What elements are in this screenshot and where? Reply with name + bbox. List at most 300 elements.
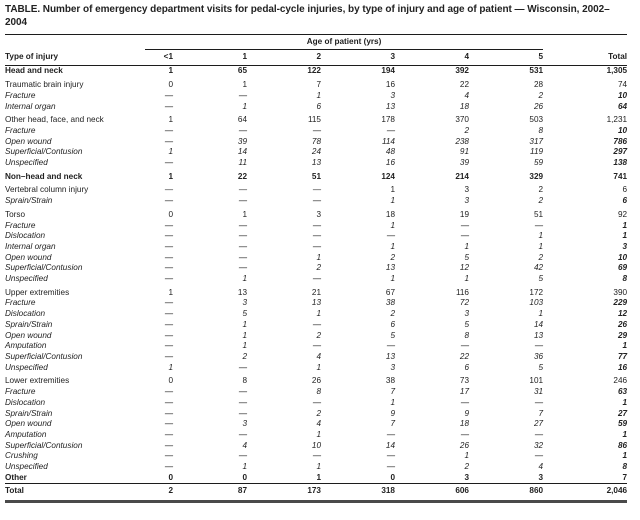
cell-value: 246 [613, 376, 628, 386]
cell-value: 13 [311, 298, 321, 308]
table-row [5, 441, 627, 452]
cell-value: 9 [464, 408, 469, 418]
cell-value: — [534, 220, 544, 230]
cell-value: 73 [459, 376, 469, 386]
cell-value: 1 [622, 429, 628, 439]
cell-value: 0 [168, 80, 173, 90]
table-title: TABLE. Number of emergency department visits for pedal-cycle injuries, by type of injury and age of patient — Wisconsin, 2002–2004 [5, 4, 610, 28]
cell-value: 1 [242, 274, 247, 284]
row-label: Crushing [5, 451, 38, 461]
cell-value: 1 [168, 66, 173, 76]
cell-value: 59 [533, 158, 544, 168]
cell-value: — [386, 462, 395, 472]
table-row [5, 484, 627, 502]
cell-value: 194 [381, 66, 395, 76]
cell-value: — [164, 101, 173, 111]
cell-value: 13 [385, 263, 395, 273]
cell-value: — [164, 298, 173, 308]
cell-value: 172 [529, 287, 544, 297]
cell-value: — [238, 263, 247, 273]
cell-value: 1 [390, 397, 395, 407]
row-label: Unspecified [5, 362, 48, 372]
cell-value: — [312, 220, 321, 230]
cell-value: 13 [385, 101, 395, 111]
table-header [5, 35, 627, 66]
cell-value: 4 [464, 90, 469, 100]
cell-value: — [312, 397, 321, 407]
table-row [5, 419, 627, 430]
cell-value: — [238, 125, 247, 135]
cell-value: — [238, 387, 247, 397]
cell-value: 69 [617, 263, 628, 273]
column-header-age-3: 3 [321, 49, 395, 66]
cell-value: 6 [622, 185, 628, 195]
cell-value: 390 [613, 287, 628, 297]
cell-value: — [164, 252, 173, 262]
cell-value: 4 [242, 440, 247, 450]
row-label: Lower extremities [5, 376, 70, 386]
cell-value: 392 [455, 66, 469, 76]
cell-value: 531 [529, 66, 544, 76]
cell-value: 115 [307, 115, 321, 125]
row-label: Upper extremities [5, 287, 70, 297]
cell-value: 92 [617, 209, 628, 219]
cell-value: 1 [316, 252, 321, 262]
cell-value: 3 [464, 472, 469, 482]
cell-value: 91 [459, 147, 469, 157]
cell-value: 59 [617, 419, 628, 429]
cell-value: — [164, 440, 173, 450]
row-label: Unspecified [5, 158, 48, 168]
cell-value: 22 [237, 171, 247, 181]
cell-value: 5 [464, 319, 469, 329]
table-row [5, 242, 627, 253]
cell-value: 29 [617, 330, 628, 340]
table-row [5, 253, 627, 264]
table-row [5, 126, 627, 137]
cell-value: — [164, 136, 173, 146]
cell-value: — [238, 397, 247, 407]
cell-value: 2 [538, 185, 544, 195]
table-row [5, 182, 627, 196]
cell-value: 24 [311, 147, 321, 157]
cell-value: 16 [385, 158, 395, 168]
cell-value: 503 [529, 115, 544, 125]
table-row [5, 196, 627, 207]
cell-value: 1 [316, 472, 321, 482]
cell-value: 32 [533, 440, 544, 450]
cell-value: 114 [381, 136, 395, 146]
cell-value: 1 [168, 115, 173, 125]
cell-value: 9 [390, 408, 395, 418]
cell-value: — [164, 309, 173, 319]
cell-value: 2 [538, 252, 544, 262]
cell-value: 14 [533, 319, 544, 329]
cell-value: 1 [242, 319, 247, 329]
table-row [5, 102, 627, 113]
cell-value: — [238, 362, 247, 372]
cell-value: 297 [613, 147, 628, 157]
cell-value: 14 [385, 440, 395, 450]
cell-value: 13 [237, 287, 247, 297]
cell-value: 318 [321, 484, 395, 502]
cell-value: — [386, 125, 395, 135]
cell-value: 3 [464, 196, 469, 206]
cell-value: 74 [617, 80, 628, 90]
cell-value: — [238, 90, 247, 100]
cell-value: 5 [538, 362, 544, 372]
row-label: Dislocation [5, 309, 46, 319]
row-label: Dislocation [5, 231, 46, 241]
cell-value: — [164, 429, 173, 439]
cell-value: — [164, 419, 173, 429]
cell-value: — [238, 451, 247, 461]
row-label: Open wound [5, 252, 52, 262]
table-row [5, 91, 627, 102]
cell-value: 103 [529, 298, 544, 308]
cell-value: 2 [464, 125, 469, 135]
cell-value: 1 [622, 341, 628, 351]
cell-value: 26 [533, 101, 544, 111]
cell-value: 13 [385, 351, 395, 361]
age-spanner-header: Age of patient (yrs) [145, 35, 543, 50]
cell-value: 77 [617, 351, 628, 361]
cell-value: 18 [459, 419, 469, 429]
cell-value: — [164, 341, 173, 351]
table-row [5, 331, 627, 342]
cell-value: 6 [622, 196, 628, 206]
cell-value: 214 [455, 171, 469, 181]
cell-value: 14 [237, 147, 247, 157]
cell-value: 1 [242, 101, 247, 111]
cell-value: 1 [464, 274, 469, 284]
cell-value: 2 [316, 408, 321, 418]
cell-value: 1,231 [606, 115, 628, 125]
cell-value: 7 [316, 80, 321, 90]
cell-value: — [460, 397, 469, 407]
cell-value: — [238, 185, 247, 195]
row-label: Dislocation [5, 397, 46, 407]
cell-value: — [312, 241, 321, 251]
cell-value: — [312, 451, 321, 461]
cell-value: — [386, 451, 395, 461]
cell-value: 10 [617, 90, 628, 100]
table-row [5, 285, 627, 299]
cell-value: 3 [316, 209, 321, 219]
cell-value: — [460, 220, 469, 230]
cell-value: 3 [242, 419, 247, 429]
table-row [5, 352, 627, 363]
table-row [5, 274, 627, 285]
table-row [5, 137, 627, 148]
cell-value: 36 [533, 351, 544, 361]
cell-value: — [312, 231, 321, 241]
cell-value: 1 [242, 330, 247, 340]
cell-value: 10 [311, 440, 321, 450]
row-label: Amputation [5, 429, 47, 439]
cell-value: 124 [381, 171, 395, 181]
cell-value: 22 [459, 351, 469, 361]
cell-value: 329 [529, 171, 544, 181]
cell-value: 5 [464, 252, 469, 262]
cell-value: — [164, 158, 173, 168]
row-label: Open wound [5, 419, 52, 429]
cell-value: 741 [613, 171, 628, 181]
cell-value: 238 [455, 136, 469, 146]
injury-table [5, 34, 627, 503]
cell-value: 178 [381, 115, 395, 125]
cell-value: 0 [168, 472, 173, 482]
cell-value: — [164, 397, 173, 407]
table-row [5, 77, 627, 91]
cell-value: — [312, 341, 321, 351]
table-row [5, 221, 627, 232]
row-label: Open wound [5, 330, 52, 340]
cell-value: 6 [464, 362, 469, 372]
row-label: Head and neck [5, 66, 63, 76]
cell-value: 87 [173, 484, 247, 502]
cell-value: 6 [316, 101, 321, 111]
row-label: Superficial/Contusion [5, 440, 83, 450]
cell-value: 5 [242, 309, 247, 319]
cell-value: 5 [390, 330, 395, 340]
cell-value: 1 [168, 171, 173, 181]
cell-value: 13 [533, 330, 544, 340]
cell-value: — [534, 429, 544, 439]
row-label: Torso [5, 209, 26, 219]
table-row [5, 298, 627, 309]
cell-value: — [386, 341, 395, 351]
cell-value: 51 [533, 209, 544, 219]
table-row [5, 231, 627, 242]
cell-value: — [386, 429, 395, 439]
cell-value: 138 [613, 158, 628, 168]
cell-value: 3 [464, 309, 469, 319]
cell-value: 1 [622, 220, 628, 230]
table-row [5, 341, 627, 352]
cell-value: 65 [237, 66, 247, 76]
cell-value: 7 [622, 472, 628, 482]
cell-value: 2 [316, 330, 321, 340]
cell-value: 1 [622, 451, 628, 461]
cell-value: 78 [311, 136, 321, 146]
cell-value: 17 [459, 387, 469, 397]
cell-value: — [238, 196, 247, 206]
cell-value: 5 [538, 274, 544, 284]
row-label: Fracture [5, 387, 36, 397]
cell-value: 16 [385, 80, 395, 90]
row-label: Other [5, 472, 27, 482]
cell-value: 860 [469, 484, 543, 502]
spanner-spacer-left [5, 35, 145, 50]
row-label: Internal organ [5, 241, 56, 251]
spanner-row [5, 35, 627, 50]
cell-value: 1 [390, 274, 395, 284]
cell-value: 64 [617, 101, 628, 111]
cell-value: — [164, 231, 173, 241]
cell-value: 1 [168, 147, 173, 157]
cell-value: — [312, 274, 321, 284]
cell-value: 26 [617, 319, 628, 329]
cell-value: 39 [237, 136, 247, 146]
table-row [5, 158, 627, 169]
cell-value: — [534, 341, 544, 351]
cell-value: — [164, 241, 173, 251]
cell-value: — [164, 319, 173, 329]
table-row [5, 373, 627, 387]
cell-value: 2 [316, 263, 321, 273]
cell-value: 8 [316, 387, 321, 397]
cell-value: 2 [145, 484, 173, 502]
cell-value: 3 [538, 472, 544, 482]
cell-value: 2 [464, 462, 469, 472]
table-row [5, 451, 627, 462]
cell-value: 51 [311, 171, 321, 181]
row-label: Open wound [5, 136, 52, 146]
column-header-age-4: 4 [395, 49, 469, 66]
row-label: Superficial/Contusion [5, 263, 83, 273]
cell-value: 18 [385, 209, 395, 219]
cell-value: 122 [307, 66, 321, 76]
cell-value: 64 [237, 115, 247, 125]
cell-value: 16 [617, 362, 628, 372]
cell-value: 6 [390, 319, 395, 329]
cell-value: 2 [242, 351, 247, 361]
cell-value: 8 [242, 376, 247, 386]
cell-value: 0 [390, 472, 395, 482]
cell-value: 1 [316, 362, 321, 372]
cell-value: 12 [459, 263, 469, 273]
cell-value: — [238, 220, 247, 230]
cell-value: 8 [538, 125, 544, 135]
cell-value: 3 [464, 185, 469, 195]
cell-value: 72 [459, 298, 469, 308]
cell-value: — [164, 451, 173, 461]
cell-value: — [386, 231, 395, 241]
cell-value: 38 [385, 298, 395, 308]
cell-value: — [164, 351, 173, 361]
spanner-spacer-right [543, 35, 627, 50]
cell-value: 12 [617, 309, 628, 319]
cell-value: 7 [390, 387, 395, 397]
cell-value: 1 [538, 241, 544, 251]
cell-value: 0 [168, 376, 173, 386]
cell-value: 3 [390, 362, 395, 372]
row-label: Unspecified [5, 462, 48, 472]
row-label: Total [5, 484, 145, 502]
cell-value: 3 [390, 90, 395, 100]
cell-value: — [164, 263, 173, 273]
table-row [5, 112, 627, 126]
cell-value: 116 [455, 287, 469, 297]
cell-value: 28 [533, 80, 544, 90]
cell-value: — [238, 252, 247, 262]
cell-value: 4 [316, 351, 321, 361]
cell-value: — [164, 90, 173, 100]
cell-value: 2 [538, 90, 544, 100]
cell-value: — [164, 220, 173, 230]
cell-value: 86 [617, 440, 628, 450]
cell-value: 1 [168, 362, 173, 372]
cell-value: 11 [238, 158, 247, 168]
cell-value: — [164, 387, 173, 397]
cell-value: 1 [538, 231, 544, 241]
cell-value: 1 [316, 429, 321, 439]
cell-value: 1 [168, 287, 173, 297]
cell-value: 67 [385, 287, 395, 297]
cell-value: 63 [617, 387, 628, 397]
cell-value: 1 [242, 462, 247, 472]
cell-value: 42 [533, 263, 544, 273]
column-header-age-lt1: <1 [145, 49, 173, 66]
cell-value: — [534, 451, 544, 461]
table-row [5, 363, 627, 374]
cell-value: 26 [459, 440, 469, 450]
cell-value: 1 [242, 209, 247, 219]
cell-value: — [312, 196, 321, 206]
table-row [5, 169, 627, 183]
cell-value: — [164, 330, 173, 340]
table-row [5, 473, 627, 484]
cell-value: 38 [385, 376, 395, 386]
cell-value: 1 [538, 309, 544, 319]
cell-value: 606 [395, 484, 469, 502]
table-row [5, 398, 627, 409]
row-label: Traumatic brain injury [5, 80, 84, 90]
cell-value: — [164, 125, 173, 135]
cell-value: — [460, 231, 469, 241]
cell-value: — [460, 429, 469, 439]
row-label: Other head, face, and neck [5, 115, 104, 125]
cell-value: — [164, 196, 173, 206]
cell-value: 10 [617, 125, 628, 135]
cell-value: — [534, 397, 544, 407]
cell-value: 317 [529, 136, 544, 146]
cell-value: — [164, 462, 173, 472]
row-label: Sprain/Strain [5, 319, 53, 329]
cell-value: 1 [464, 241, 469, 251]
cell-value: — [164, 185, 173, 195]
cell-value: 1 [390, 185, 395, 195]
table-row [5, 430, 627, 441]
cell-value: 2 [390, 252, 395, 262]
table-row [5, 66, 627, 77]
cell-value: 21 [311, 287, 321, 297]
cell-value: 173 [247, 484, 321, 502]
column-header-row [5, 49, 627, 66]
cell-value: 370 [455, 115, 469, 125]
column-header-total: Total [543, 49, 627, 66]
cell-value: 27 [533, 419, 544, 429]
cell-value: 27 [617, 408, 628, 418]
cell-value: 3 [242, 298, 247, 308]
row-label: Sprain/Strain [5, 196, 53, 206]
cell-value: — [164, 274, 173, 284]
row-label: Amputation [5, 341, 47, 351]
cell-value: 1 [464, 451, 469, 461]
row-label: Vertebral column injury [5, 185, 89, 195]
cell-value: 18 [459, 101, 469, 111]
cell-value: 0 [168, 209, 173, 219]
table-row [5, 387, 627, 398]
cell-value: 7 [390, 419, 395, 429]
cell-value: 3 [622, 241, 628, 251]
column-header-age-1: 1 [173, 49, 247, 66]
cell-value: 1 [316, 90, 321, 100]
cell-value: — [238, 429, 247, 439]
cell-value: — [460, 341, 469, 351]
cell-value: — [164, 408, 173, 418]
